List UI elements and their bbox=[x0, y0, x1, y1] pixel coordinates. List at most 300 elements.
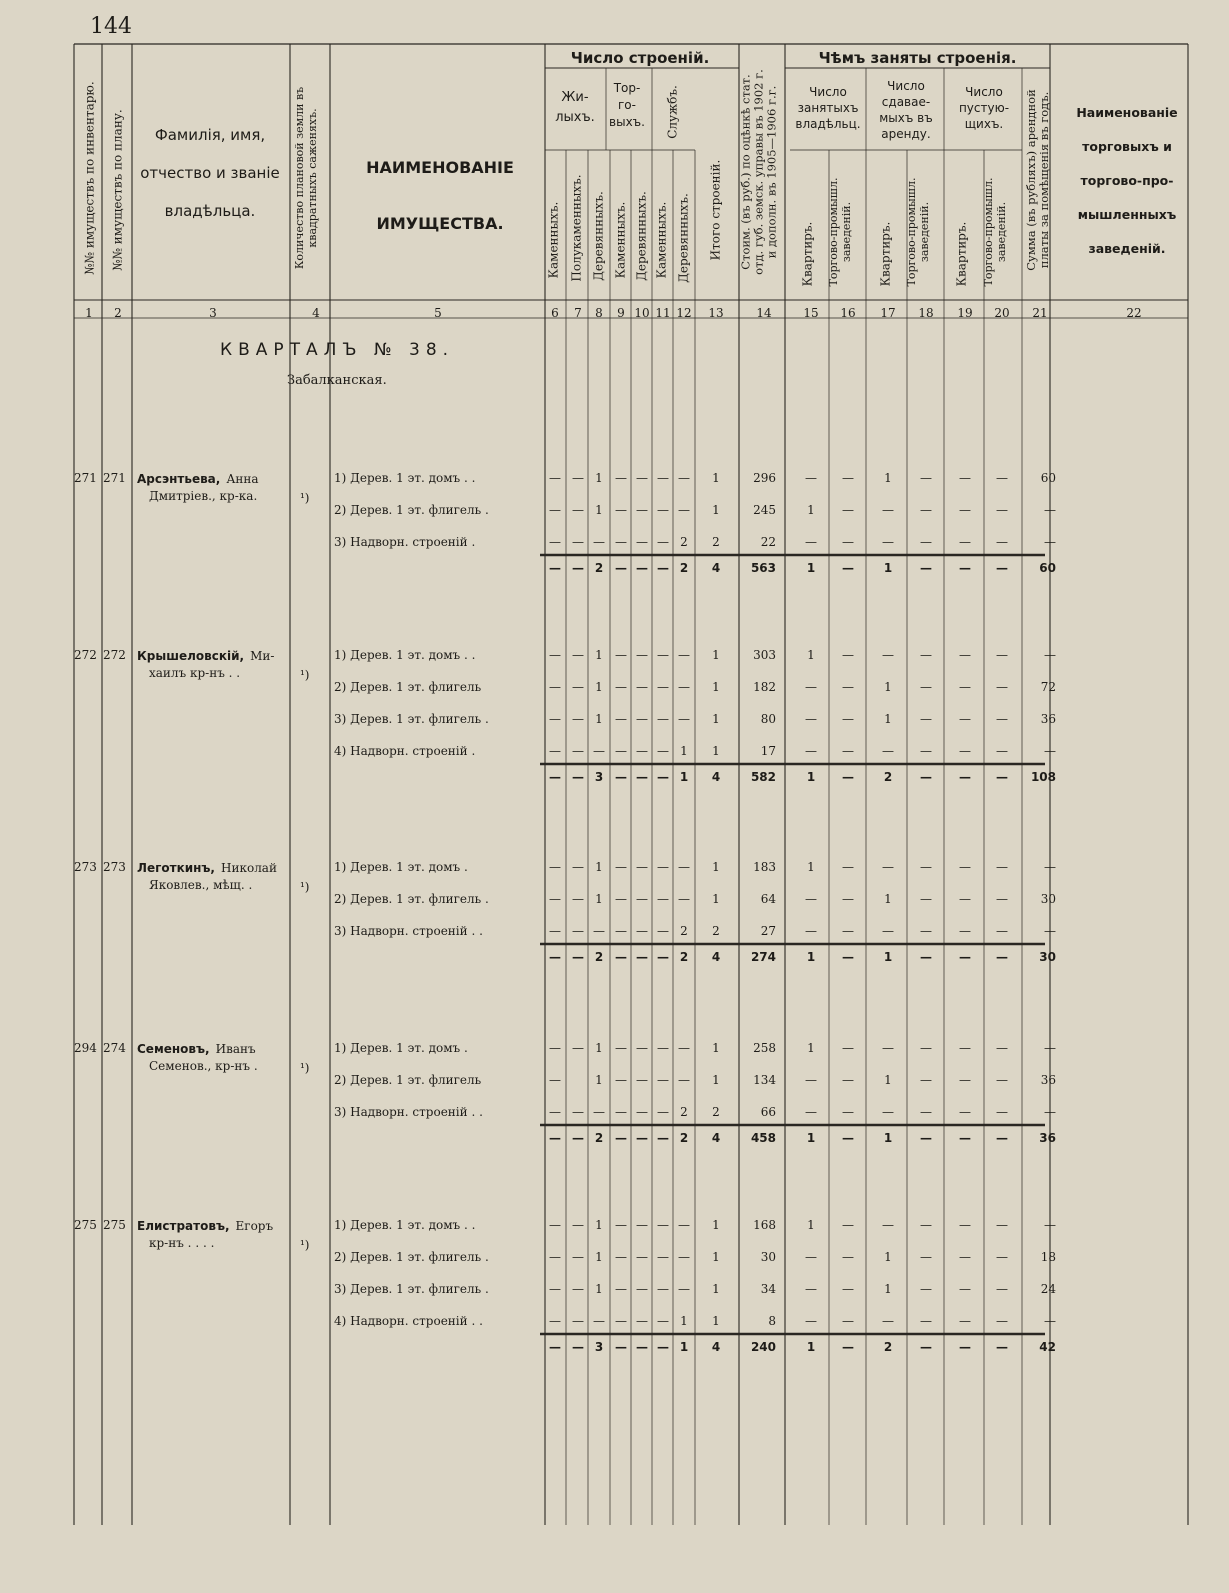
header-sub-owner bbox=[790, 84, 866, 132]
table-cell: — bbox=[959, 744, 971, 758]
total-cell: 4 bbox=[711, 950, 721, 964]
table-cell: 2 bbox=[712, 924, 720, 938]
table-cell: — bbox=[657, 892, 669, 906]
total-cell: — bbox=[615, 1131, 627, 1145]
table-cell: — bbox=[996, 1218, 1008, 1232]
table-cell: — bbox=[882, 648, 894, 662]
total-cell: — bbox=[996, 950, 1008, 964]
total-rent-cell: 108 bbox=[1030, 770, 1056, 784]
rent-cell: — bbox=[1044, 1105, 1056, 1119]
table-cell: 1 bbox=[884, 712, 892, 726]
header-col-8: Деревянныхъ. bbox=[591, 191, 606, 281]
table-cell: — bbox=[636, 680, 648, 694]
table-cell: — bbox=[882, 744, 894, 758]
total-rent-cell: 30 bbox=[1039, 950, 1056, 964]
header-land-area-line: квадратныхъ саженяхъ. bbox=[306, 108, 319, 248]
table-cell: — bbox=[657, 1282, 669, 1296]
table-cell: — bbox=[996, 1041, 1008, 1055]
header-owner-line: отчество и званіе bbox=[140, 164, 280, 182]
table-cell: — bbox=[657, 1218, 669, 1232]
header-col-14-line: Стоим. (въ руб.) по оцѣнкѣ стат. bbox=[738, 74, 753, 270]
table-cell: — bbox=[959, 1282, 971, 1296]
table-cell: — bbox=[636, 535, 648, 549]
table-cell: — bbox=[920, 1041, 932, 1055]
header-col-6: Каменныхъ. bbox=[546, 201, 561, 279]
header-col-18-line: Торгово-промышл. bbox=[905, 177, 918, 287]
table-cell: — bbox=[615, 1314, 627, 1328]
table-cell: — bbox=[678, 712, 690, 726]
table-cell: — bbox=[678, 1282, 690, 1296]
header-sub-empty-line: Число bbox=[965, 85, 1003, 99]
header-sub-empty-line: пустую- bbox=[958, 101, 1010, 115]
owner-given-name: Иванъ bbox=[215, 1042, 256, 1056]
table-cell: — bbox=[678, 892, 690, 906]
header-col-22 bbox=[1062, 96, 1192, 266]
total-cell: 1 bbox=[806, 770, 816, 784]
table-cell: — bbox=[996, 1282, 1008, 1296]
table-cell: — bbox=[996, 712, 1008, 726]
header-col-16-line: заведеній. bbox=[840, 201, 853, 263]
table-cell: — bbox=[549, 471, 561, 485]
table-cell: — bbox=[615, 860, 627, 874]
table-cell: — bbox=[657, 535, 669, 549]
table-cell: — bbox=[805, 892, 817, 906]
table-cell: — bbox=[615, 1073, 627, 1087]
table-cell: — bbox=[572, 680, 584, 694]
column-number: 11 bbox=[655, 306, 671, 320]
table-cell: 1 bbox=[595, 503, 603, 517]
table-cell: — bbox=[636, 860, 648, 874]
table-cell: — bbox=[678, 471, 690, 485]
column-number: 1 bbox=[85, 306, 93, 320]
header-col-21-line: платы за помѣщенія въ годъ. bbox=[1037, 91, 1051, 269]
rent-cell: 18 bbox=[1040, 1250, 1056, 1264]
total-value-cell: 582 bbox=[750, 770, 776, 784]
table-cell: — bbox=[996, 680, 1008, 694]
table-cell: — bbox=[572, 648, 584, 662]
table-cell: — bbox=[805, 535, 817, 549]
header-inventory-number: №№ имуществъ по инвентарю. bbox=[82, 81, 97, 275]
table-cell: — bbox=[593, 924, 605, 938]
header-sub-owner-line: занятыхъ bbox=[797, 101, 859, 115]
land-footnote: ¹) bbox=[300, 668, 310, 682]
header-col-9: Каменныхъ. bbox=[613, 201, 628, 279]
table-cell: — bbox=[636, 924, 648, 938]
table-cell: — bbox=[615, 535, 627, 549]
column-number: 2 bbox=[114, 306, 122, 320]
table-cell: — bbox=[920, 744, 932, 758]
table-cell: 1 bbox=[712, 648, 720, 662]
table-cell: — bbox=[959, 1250, 971, 1264]
total-cell: 1 bbox=[806, 561, 816, 575]
table-cell: 1 bbox=[807, 1041, 815, 1055]
street-name: Забалканская. bbox=[287, 373, 387, 388]
total-cell: 2 bbox=[883, 770, 893, 784]
total-cell: — bbox=[636, 770, 648, 784]
plan-number: 271 bbox=[103, 471, 126, 485]
table-cell: — bbox=[996, 860, 1008, 874]
table-cell: — bbox=[549, 680, 561, 694]
table-cell: — bbox=[572, 535, 584, 549]
table-cell: — bbox=[549, 1282, 561, 1296]
total-cell: — bbox=[549, 1340, 561, 1354]
header-group-buildings: Число строеній. bbox=[570, 49, 710, 67]
section-title: КВАРТАЛЪ № 38. bbox=[220, 340, 455, 360]
table-cell: — bbox=[805, 924, 817, 938]
table-cell: — bbox=[657, 744, 669, 758]
table-cell: — bbox=[996, 892, 1008, 906]
header-col-14-line: отд. губ. земск. управы въ 1902 г. bbox=[751, 69, 766, 275]
table-cell: — bbox=[959, 1218, 971, 1232]
value-cell: 168 bbox=[753, 1218, 776, 1232]
table-cell: — bbox=[572, 744, 584, 758]
value-cell: 22 bbox=[760, 535, 776, 549]
owner-name bbox=[137, 471, 287, 505]
header-sub-trade bbox=[606, 80, 648, 131]
table-cell: — bbox=[657, 1250, 669, 1264]
value-cell: 182 bbox=[753, 680, 776, 694]
table-cell: — bbox=[636, 744, 648, 758]
table-cell: — bbox=[549, 1250, 561, 1264]
table-cell: 1 bbox=[712, 471, 720, 485]
owner-surname: Семеновъ, bbox=[137, 1042, 210, 1056]
table-cell: — bbox=[572, 924, 584, 938]
total-cell: 2 bbox=[594, 950, 604, 964]
rent-cell: 60 bbox=[1040, 471, 1056, 485]
header-col-16 bbox=[827, 178, 853, 287]
table-cell: — bbox=[805, 712, 817, 726]
total-cell: — bbox=[920, 561, 932, 575]
table-cell: — bbox=[593, 1105, 605, 1119]
table-cell: 1 bbox=[807, 648, 815, 662]
header-sub-living-line: Жи- bbox=[561, 90, 589, 105]
inventory-number: 273 bbox=[74, 860, 97, 874]
header-land-area-line: Количество плановой земли въ bbox=[293, 86, 306, 270]
table-cell: 1 bbox=[595, 648, 603, 662]
total-cell: 1 bbox=[679, 770, 689, 784]
header-sub-trade-line: выхъ. bbox=[609, 115, 645, 129]
header-col-10: Деревянныхъ. bbox=[634, 191, 649, 281]
property-item: 1) Дерев. 1 эт. домъ . . bbox=[334, 648, 476, 662]
value-cell: 64 bbox=[760, 892, 776, 906]
table-cell: — bbox=[805, 1105, 817, 1119]
table-cell: — bbox=[657, 1105, 669, 1119]
column-number: 8 bbox=[595, 306, 603, 320]
total-cell: — bbox=[996, 1340, 1008, 1354]
total-cell: — bbox=[996, 770, 1008, 784]
value-cell: 303 bbox=[753, 648, 776, 662]
table-cell: 2 bbox=[680, 924, 688, 938]
column-number: 10 bbox=[634, 306, 650, 320]
table-cell: — bbox=[842, 744, 854, 758]
total-cell: — bbox=[996, 561, 1008, 575]
table-cell: — bbox=[572, 1105, 584, 1119]
owner-patronymic-status: Семенов., кр-нъ . bbox=[149, 1059, 258, 1073]
table-cell: — bbox=[996, 648, 1008, 662]
column-number: 17 bbox=[880, 306, 896, 320]
table-cell: — bbox=[959, 712, 971, 726]
owner-surname: Леготкинъ, bbox=[137, 861, 215, 875]
table-cell: — bbox=[842, 680, 854, 694]
table-cell: — bbox=[657, 712, 669, 726]
table-cell: — bbox=[549, 860, 561, 874]
rent-cell: 24 bbox=[1040, 1282, 1056, 1296]
table-cell: 1 bbox=[884, 680, 892, 694]
rent-cell: — bbox=[1044, 744, 1056, 758]
table-cell: — bbox=[657, 648, 669, 662]
table-cell: — bbox=[842, 503, 854, 517]
header-col-17: Квартиръ. bbox=[878, 221, 893, 287]
table-cell: — bbox=[959, 503, 971, 517]
plan-number: 274 bbox=[103, 1041, 126, 1055]
property-item: 2) Дерев. 1 эт. флигель . bbox=[334, 892, 489, 906]
header-col-21 bbox=[1025, 89, 1051, 270]
value-cell: 134 bbox=[753, 1073, 776, 1087]
table-cell: 1 bbox=[807, 503, 815, 517]
table-cell: 2 bbox=[680, 535, 688, 549]
total-cell: — bbox=[657, 561, 669, 575]
table-cell: — bbox=[920, 471, 932, 485]
column-number: 15 bbox=[803, 306, 819, 320]
table-cell: 1 bbox=[807, 860, 815, 874]
table-cell: — bbox=[996, 1314, 1008, 1328]
total-cell: — bbox=[842, 561, 854, 575]
land-footnote: ¹) bbox=[300, 491, 310, 505]
table-cell: — bbox=[920, 1250, 932, 1264]
column-number: 13 bbox=[708, 306, 724, 320]
header-col-20 bbox=[982, 178, 1008, 287]
table-cell: — bbox=[920, 648, 932, 662]
total-cell: 4 bbox=[711, 1131, 721, 1145]
table-cell: — bbox=[636, 503, 648, 517]
table-cell: — bbox=[959, 924, 971, 938]
column-number: 20 bbox=[994, 306, 1010, 320]
value-cell: 80 bbox=[760, 712, 776, 726]
table-cell: 1 bbox=[712, 1073, 720, 1087]
table-cell: — bbox=[678, 1041, 690, 1055]
header-col-7: Полукаменныхъ. bbox=[569, 174, 584, 282]
table-cell: — bbox=[996, 1250, 1008, 1264]
plan-number: 273 bbox=[103, 860, 126, 874]
table-cell: 1 bbox=[712, 1218, 720, 1232]
table-cell: — bbox=[882, 1218, 894, 1232]
table-cell: — bbox=[996, 503, 1008, 517]
column-number: 4 bbox=[312, 306, 320, 320]
table-cell: — bbox=[678, 860, 690, 874]
total-cell: 1 bbox=[806, 1340, 816, 1354]
rent-cell: — bbox=[1044, 1041, 1056, 1055]
table-cell: — bbox=[920, 1105, 932, 1119]
total-cell: — bbox=[959, 561, 971, 575]
table-cell: — bbox=[920, 1314, 932, 1328]
header-col-22-line: торговыхъ и bbox=[1082, 139, 1172, 154]
table-cell: — bbox=[678, 1250, 690, 1264]
total-cell: — bbox=[615, 561, 627, 575]
table-cell: — bbox=[842, 892, 854, 906]
table-cell: — bbox=[572, 712, 584, 726]
header-col-21-line: Сумма (въ рубляхъ) арендной bbox=[1024, 89, 1038, 271]
table-cell: — bbox=[615, 1105, 627, 1119]
owner-given-name: Анна bbox=[226, 472, 259, 486]
total-cell: — bbox=[920, 950, 932, 964]
table-cell: — bbox=[959, 860, 971, 874]
total-cell: — bbox=[549, 561, 561, 575]
table-cell: 1 bbox=[884, 892, 892, 906]
value-cell: 30 bbox=[760, 1250, 776, 1264]
total-cell: — bbox=[842, 770, 854, 784]
owner-surname: Крышеловскій, bbox=[137, 649, 245, 663]
total-cell: — bbox=[959, 1131, 971, 1145]
column-number: 16 bbox=[840, 306, 856, 320]
table-cell: — bbox=[842, 471, 854, 485]
rent-cell: — bbox=[1044, 535, 1056, 549]
table-cell: 1 bbox=[712, 503, 720, 517]
total-cell: 1 bbox=[883, 561, 893, 575]
table-cell: 1 bbox=[807, 1218, 815, 1232]
total-cell: — bbox=[842, 1131, 854, 1145]
header-col-22-line: заведеній. bbox=[1088, 241, 1166, 256]
table-cell: — bbox=[920, 860, 932, 874]
table-cell: — bbox=[959, 648, 971, 662]
header-sub-service: Службъ. bbox=[665, 85, 680, 139]
table-cell: — bbox=[615, 648, 627, 662]
table-cell: — bbox=[959, 1105, 971, 1119]
rent-cell: — bbox=[1044, 503, 1056, 517]
value-cell: 27 bbox=[760, 924, 776, 938]
table-cell: — bbox=[842, 648, 854, 662]
table-cell: 1 bbox=[712, 744, 720, 758]
table-cell: — bbox=[549, 1041, 561, 1055]
table-cell: — bbox=[615, 924, 627, 938]
header-sub-rent-line: сдавае- bbox=[881, 95, 931, 109]
header-owner-line: Фамилія, имя, bbox=[154, 126, 266, 144]
table-cell: — bbox=[572, 1250, 584, 1264]
total-cell: — bbox=[636, 950, 648, 964]
column-number: 19 bbox=[957, 306, 973, 320]
header-col-19: Квартиръ. bbox=[954, 221, 969, 287]
column-number: 18 bbox=[918, 306, 934, 320]
table-cell: — bbox=[920, 1073, 932, 1087]
property-item: 1) Дерев. 1 эт. домъ . . bbox=[334, 1218, 476, 1232]
owner-name bbox=[137, 648, 287, 682]
header-col-15: Квартиръ. bbox=[800, 221, 815, 287]
total-cell: — bbox=[657, 1131, 669, 1145]
table-cell: 1 bbox=[595, 860, 603, 874]
table-cell: — bbox=[549, 648, 561, 662]
table-cell: — bbox=[549, 924, 561, 938]
value-cell: 258 bbox=[753, 1041, 776, 1055]
table-cell: — bbox=[636, 471, 648, 485]
total-cell: — bbox=[920, 770, 932, 784]
table-cell: 1 bbox=[595, 1250, 603, 1264]
table-cell: — bbox=[572, 1218, 584, 1232]
table-cell: 1 bbox=[595, 1041, 603, 1055]
column-number: 6 bbox=[551, 306, 559, 320]
header-sub-living-line: лыхъ. bbox=[555, 110, 595, 125]
table-cell: — bbox=[882, 1314, 894, 1328]
table-cell: — bbox=[636, 1282, 648, 1296]
table-cell: — bbox=[842, 1073, 854, 1087]
owner-surname: Арсэнтьева, bbox=[137, 472, 221, 486]
header-col-14-line: и дополн. въ 1905—1906 г.г. bbox=[764, 85, 779, 259]
land-footnote: ¹) bbox=[300, 880, 310, 894]
table-cell: — bbox=[805, 744, 817, 758]
total-cell: — bbox=[920, 1340, 932, 1354]
total-cell: — bbox=[549, 950, 561, 964]
table-cell: — bbox=[572, 892, 584, 906]
table-cell: 1 bbox=[712, 1250, 720, 1264]
table-cell: — bbox=[920, 535, 932, 549]
table-cell: — bbox=[959, 1073, 971, 1087]
value-cell: 245 bbox=[753, 503, 776, 517]
table-cell: — bbox=[805, 471, 817, 485]
table-cell: — bbox=[996, 471, 1008, 485]
total-cell: 3 bbox=[594, 1340, 604, 1354]
table-cell: — bbox=[593, 535, 605, 549]
total-cell: — bbox=[842, 950, 854, 964]
total-cell: 1 bbox=[883, 950, 893, 964]
rent-cell: — bbox=[1044, 924, 1056, 938]
header-col-18-line: заведеній. bbox=[918, 201, 931, 263]
column-number: 21 bbox=[1032, 306, 1048, 320]
page-number: 144 bbox=[90, 14, 132, 39]
table-cell: — bbox=[549, 712, 561, 726]
header-property-name-line: ИМУЩЕСТВА. bbox=[376, 214, 504, 233]
property-item: 3) Дерев. 1 эт. флигель . bbox=[334, 712, 489, 726]
table-cell: 1 bbox=[884, 1073, 892, 1087]
table-cell: — bbox=[549, 1314, 561, 1328]
inventory-number: 271 bbox=[74, 471, 97, 485]
value-cell: 17 bbox=[760, 744, 776, 758]
total-cell: 1 bbox=[883, 1131, 893, 1145]
total-cell: — bbox=[572, 770, 584, 784]
table-cell: — bbox=[615, 744, 627, 758]
owner-given-name: Ми- bbox=[250, 649, 275, 663]
property-item: 2) Дерев. 1 эт. флигель . bbox=[334, 1250, 489, 1264]
header-col-20-line: заведеній. bbox=[995, 201, 1008, 263]
table-cell: — bbox=[920, 712, 932, 726]
table-cell: — bbox=[920, 924, 932, 938]
table-cell: 1 bbox=[680, 1314, 688, 1328]
property-item: 4) Надворн. строеній . bbox=[334, 744, 476, 758]
table-cell: — bbox=[549, 1218, 561, 1232]
table-cell: — bbox=[615, 892, 627, 906]
property-item: 2) Дерев. 1 эт. флигель bbox=[334, 680, 482, 694]
column-number: 12 bbox=[676, 306, 692, 320]
column-number: 3 bbox=[209, 306, 217, 320]
header-col-20-line: Торгово-промышл. bbox=[982, 177, 995, 287]
table-cell: — bbox=[842, 1314, 854, 1328]
value-cell: 8 bbox=[768, 1314, 776, 1328]
table-cell: — bbox=[636, 712, 648, 726]
rent-cell: — bbox=[1044, 1218, 1056, 1232]
table-cell: — bbox=[657, 503, 669, 517]
table-cell: 1 bbox=[595, 712, 603, 726]
table-cell: — bbox=[920, 503, 932, 517]
table-cell: — bbox=[636, 1105, 648, 1119]
table-cell: 2 bbox=[712, 1105, 720, 1119]
table-cell: — bbox=[842, 1218, 854, 1232]
table-cell: — bbox=[615, 1218, 627, 1232]
table-cell: — bbox=[657, 471, 669, 485]
owner-name bbox=[137, 1218, 287, 1252]
table-cell: — bbox=[805, 1282, 817, 1296]
header-sub-living bbox=[545, 88, 605, 128]
column-number: 5 bbox=[434, 306, 442, 320]
table-cell: — bbox=[842, 1041, 854, 1055]
header-property-name-line: НАИМЕНОВАНІЕ bbox=[366, 158, 514, 177]
header-sub-owner-line: владѣльц. bbox=[795, 117, 861, 131]
